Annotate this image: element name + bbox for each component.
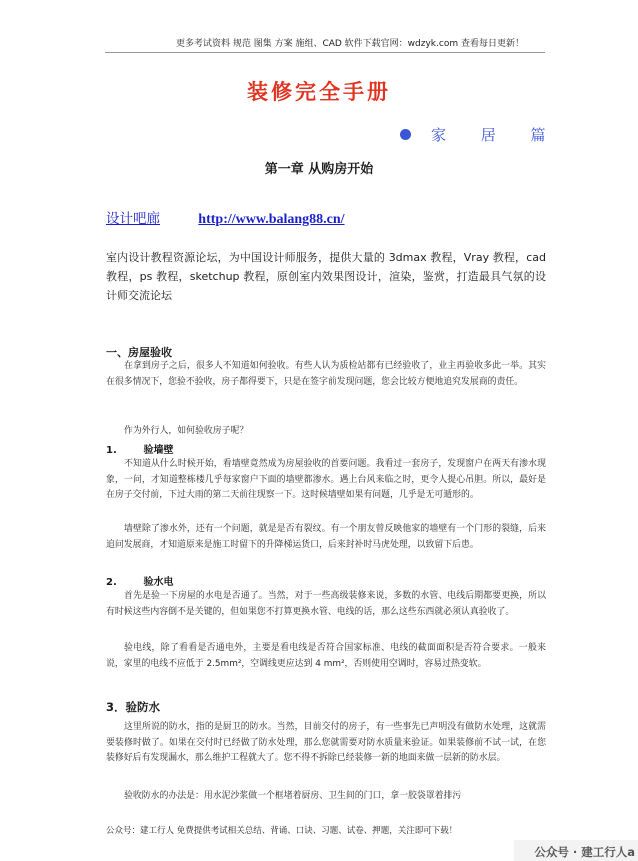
subsection-title	[106, 573, 173, 588]
link-row	[106, 207, 345, 228]
site-name-link[interactable]: 设计吧廊	[106, 211, 160, 227]
body-paragraph: 不知道从什么时候开始，看墙壁竟然成为房屋验收的首要问题。我看过一套房子，发现窗户在两天有渗水现象，一问，才知道整栋楼几乎每家窗户下面的墙壁都渗水。遇上台风来临之时，更令人提心吊胆。所以，最好是在房子交付前，下过大雨的第二天前往现察一下。这时候墙壁如果有问题，几乎是无可遁形的。	[106, 459, 546, 501]
bullet-dot-icon	[400, 129, 411, 140]
subsection-number: 2.	[106, 577, 117, 588]
subsection-title	[106, 441, 173, 456]
section-paragraph: 在拿到房子之后，很多人不知道如何验收。有些人认为质检站都有已经验收了，业主再验收多此一举。其实在很多情况下，您验不验收，房子都得要下，只是在签字前发现问题，您会比较方便地追究发展商的责任。	[106, 361, 546, 387]
subsection-title: 3．验防水	[106, 700, 161, 714]
body-paragraph: 这里所说的防水，指的是厨卫的防水。当然，目前交付的房子，有一些事先已声明没有做防水处理，这就需要装修时做了。如果在交付时已经做了防水处理，那么您就需要对防水质量来验证。如果装修前不试一试，在您装修好后有发现漏水，那么维护工程就大了。您不得不拆除已经装修一新的地面来做一层新的防水层。	[106, 722, 546, 764]
section-title: 一、房屋验收	[106, 346, 172, 359]
body-paragraph: 验电线，除了看看是否通电外，主要是看电线是否符合国家标准、电线的截面面积是否符合要求。一般来说，家里的电线不应低于 2.5mm²，空调线更应达到 4 mm²，否则使用空调时，容易过热变软。	[106, 643, 546, 669]
subtitle-row	[400, 124, 561, 145]
header-divider	[105, 52, 545, 53]
document-title: 装修完全手册	[247, 80, 391, 104]
subsection-label: 验水电	[143, 577, 174, 588]
subtitle: 家 居 篇	[431, 126, 561, 144]
body-paragraph: 首先是验一下房屋的水电是否通了。当然，对于一些高级装修来说，多数的水管、电线后期都要更换，所以有时候这些内容倒不是关键的，但如果您不打算更换水管、电线的话，那么这些东西就必须认真验收了。	[106, 591, 546, 617]
watermark: 公众号 · 建工行人a	[534, 845, 635, 859]
question-paragraph: 作为外行人，如何验收房子呢？	[124, 426, 249, 436]
site-url-link[interactable]: http://www.balang88.cn/	[198, 212, 345, 227]
body-paragraph: 墙壁除了渗水外，还有一个问题，就是是否有裂纹。有一个朋友曾反映他家的墙壁有一个门形的裂缝，后来追问发展商，才知道原来是施工时留下的升降梯运货口，后来封补时马虎处理，以致留下后患。	[106, 524, 546, 550]
body-paragraph: 验收防水的办法是：用水泥沙浆做一个框堵着厨房、卫生间的门口，拿一胶袋罩着排污	[124, 791, 462, 801]
intro-paragraph: 室内设计教程资源论坛，为中国设计师服务，提供大量的 3dmax 教程，Vray 教程，cad 教程，ps 教程，sketchup 教程，原创室内效果图设计，渲染，鉴赏，打造最具气氛的设计师交流论坛	[106, 251, 546, 302]
subsection-label: 验墙壁	[143, 445, 174, 456]
subsection-number: 1.	[106, 445, 117, 456]
footer-note: 公众号：建工行人 免费提供考试相关总结、背诵、口诀、习题、试卷、押题，关注即可下载！	[106, 826, 458, 836]
header-note: 更多考试资料 规范 图集 方案 施组、CAD 软件下载官网：wdzyk.com 查看每日更新！	[176, 39, 524, 49]
chapter-heading: 第一章 从购房开始	[264, 162, 374, 177]
